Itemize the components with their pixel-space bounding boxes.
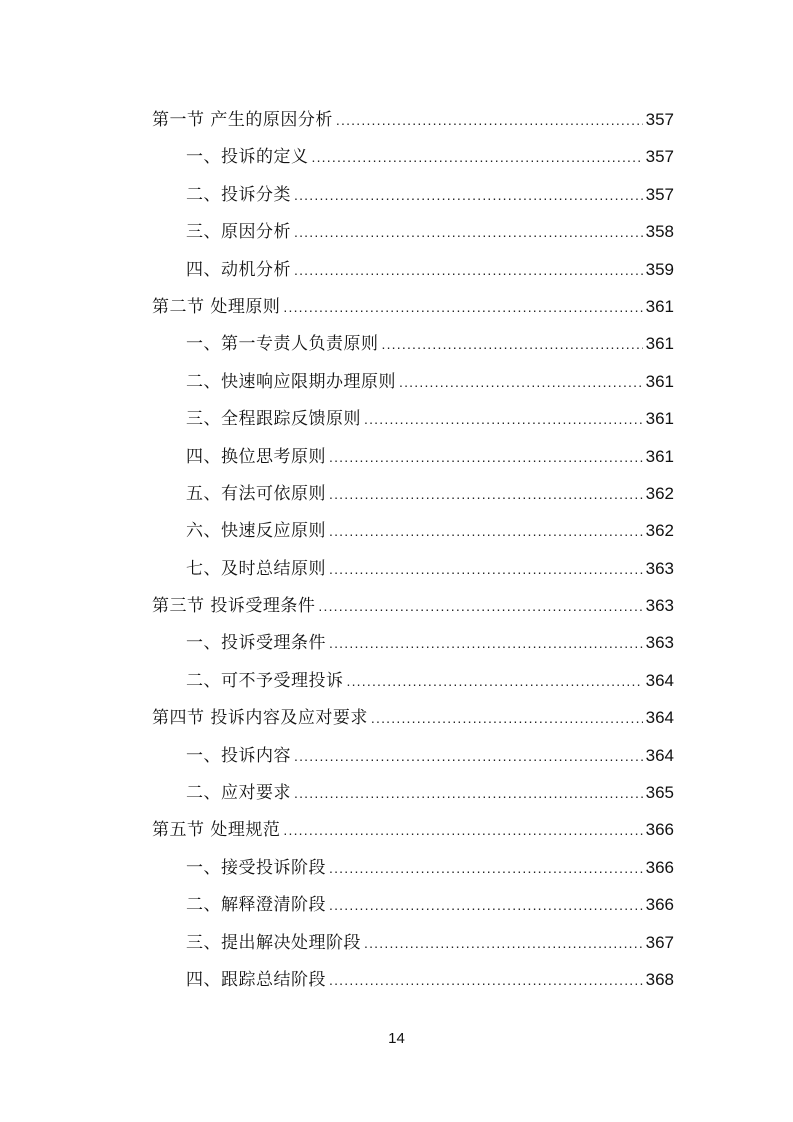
toc-leader-dots (294, 177, 643, 214)
toc-entry[interactable] (152, 325, 674, 362)
toc-entry-label: 二、快速响应限期办理原则 (186, 371, 396, 392)
toc-leader-dots (312, 139, 643, 176)
toc-entry[interactable] (152, 213, 674, 250)
toc-entry-page: 367 (645, 932, 674, 952)
toc-entry[interactable] (152, 251, 674, 288)
toc-entry-page: 361 (645, 296, 674, 316)
toc-entry-page: 366 (645, 895, 674, 915)
toc-entry-page: 363 (645, 558, 674, 578)
toc-entry-label: 一、投诉的定义 (186, 147, 309, 168)
toc-leader-dots (329, 439, 643, 476)
toc-entry-page: 368 (645, 969, 674, 989)
toc-entry-page: 361 (645, 371, 674, 391)
toc-leader-dots (329, 850, 643, 887)
toc-leader-dots (294, 252, 643, 289)
page-number: 14 (388, 1030, 405, 1047)
toc-entry-page: 364 (645, 708, 674, 728)
toc-entry[interactable] (152, 512, 674, 549)
toc-entry-label: 一、接受投诉阶段 (186, 857, 326, 878)
toc-entry-page: 357 (645, 147, 674, 167)
toc-leader-dots (364, 401, 643, 438)
toc-entry[interactable] (152, 400, 674, 437)
toc-entry[interactable] (152, 550, 674, 587)
toc-entry-label: 五、有法可依原则 (186, 483, 326, 504)
toc-leader-dots (283, 812, 642, 849)
toc-entry[interactable] (152, 587, 674, 624)
toc-entry[interactable] (152, 811, 674, 848)
toc-entry-label: 二、解释澄清阶段 (186, 895, 326, 916)
toc-leader-dots (294, 775, 643, 812)
toc-leader-dots (347, 663, 643, 700)
toc-entry[interactable] (152, 363, 674, 400)
toc-entry-page: 361 (645, 446, 674, 466)
toc-leader-dots (329, 962, 643, 999)
toc-entry-label: 七、及时总结原则 (186, 558, 326, 579)
toc-entry[interactable] (152, 774, 674, 811)
toc-entry[interactable] (152, 924, 674, 961)
toc-entry[interactable] (152, 288, 674, 325)
toc-entry-label: 一、投诉受理条件 (186, 633, 326, 654)
toc-entry-page: 357 (645, 110, 674, 129)
toc-entry[interactable] (152, 475, 674, 512)
toc-entry-label: 一、投诉内容 (186, 745, 291, 766)
toc-leader-dots (294, 214, 643, 251)
toc-entry-label: 四、跟踪总结阶段 (186, 969, 326, 990)
toc-entry[interactable] (152, 886, 674, 923)
toc-entry-page: 357 (645, 184, 674, 204)
toc-entry[interactable] (152, 101, 674, 138)
toc-entry[interactable] (152, 737, 674, 774)
toc-entry-label: 第五节 处理规范 (152, 820, 281, 841)
toc-entry-page: 366 (645, 857, 674, 877)
toc-entry-label: 二、可不予受理投诉 (186, 670, 344, 691)
toc-leader-dots (329, 551, 643, 588)
toc-entry[interactable] (152, 438, 674, 475)
toc-entry[interactable] (152, 624, 674, 661)
toc-entry[interactable] (152, 849, 674, 886)
toc-leader-dots (382, 326, 643, 363)
toc-entry-label: 二、应对要求 (186, 783, 291, 804)
toc-entry-page: 359 (645, 259, 674, 279)
toc-entry-label: 第四节 投诉内容及应对要求 (152, 708, 368, 729)
toc-entry[interactable] (152, 176, 674, 213)
toc-leader-dots (399, 364, 643, 401)
table-of-contents (152, 101, 674, 998)
toc-leader-dots (329, 887, 643, 924)
toc-entry-page: 365 (645, 783, 674, 803)
toc-entry-label: 六、快速反应原则 (186, 521, 326, 542)
toc-entry-page: 363 (645, 633, 674, 653)
toc-leader-dots (329, 513, 643, 550)
toc-entry-label: 一、第一专责人负责原则 (186, 334, 379, 355)
toc-entry-label: 四、换位思考原则 (186, 446, 326, 467)
toc-entry-page: 366 (645, 820, 674, 840)
toc-entry-page: 361 (645, 334, 674, 354)
toc-entry[interactable] (152, 699, 674, 736)
toc-entry-label: 四、动机分析 (186, 259, 291, 280)
toc-leader-dots (364, 925, 643, 962)
toc-leader-dots (318, 588, 642, 625)
toc-entry-page: 362 (645, 483, 674, 503)
toc-entry-label: 三、提出解决处理阶段 (186, 932, 361, 953)
toc-leader-dots (283, 289, 642, 326)
toc-leader-dots (329, 476, 643, 513)
toc-leader-dots (329, 625, 643, 662)
toc-entry[interactable] (152, 662, 674, 699)
toc-entry-page: 364 (645, 745, 674, 765)
toc-entry-page: 363 (645, 596, 674, 616)
toc-entry-label: 第一节 产生的原因分析 (152, 110, 333, 130)
toc-leader-dots (294, 738, 643, 775)
toc-entry-page: 362 (645, 521, 674, 541)
toc-leader-dots (336, 102, 643, 139)
toc-entry-label: 三、全程跟踪反馈原则 (186, 409, 361, 430)
toc-leader-dots (371, 700, 643, 737)
toc-entry-label: 第三节 投诉受理条件 (152, 596, 316, 617)
toc-entry[interactable] (152, 961, 674, 998)
toc-entry-label: 三、原因分析 (186, 222, 291, 243)
toc-entry[interactable] (152, 138, 674, 175)
toc-entry-page: 358 (645, 222, 674, 242)
toc-entry-label: 第二节 处理原则 (152, 296, 281, 317)
toc-entry-label: 二、投诉分类 (186, 184, 291, 205)
toc-entry-page: 364 (645, 670, 674, 690)
toc-entry-page: 361 (645, 409, 674, 429)
